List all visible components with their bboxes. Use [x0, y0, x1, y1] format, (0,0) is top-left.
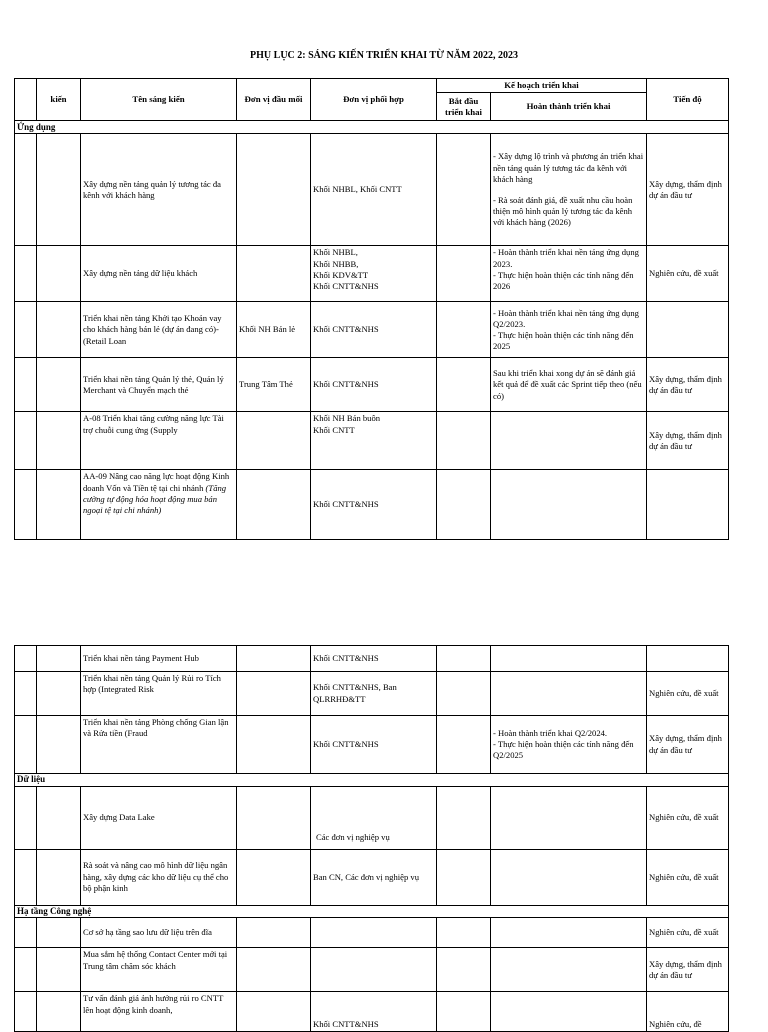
section-label: Hạ tầng Công nghệ: [15, 905, 729, 918]
finish-cell: [491, 849, 647, 905]
cell: [37, 918, 81, 948]
cell: [37, 948, 81, 992]
initiative-name: Cơ sở hạ tầng sao lưu dữ liệu trên đĩa: [81, 918, 237, 948]
lead-unit: [237, 992, 311, 1032]
cell: [37, 992, 81, 1032]
cell: [37, 716, 81, 774]
finish-cell: [491, 246, 647, 302]
finish-cell: [491, 992, 647, 1032]
initiative-name: Xây dựng nền tảng dữ liệu khách: [81, 246, 237, 302]
section-row: [15, 121, 729, 134]
lead-unit: [237, 412, 311, 470]
progress-status: Xây dựng, thẩm định dự án đầu tư: [647, 716, 729, 774]
progress-status: [647, 646, 729, 672]
cell: [37, 646, 81, 672]
finish-text: - Thực hiện hoàn thiện các tính năng đến 2026: [493, 269, 634, 291]
table-row: [15, 992, 729, 1032]
progress-status: Nghiên cứu, đề xuất: [647, 786, 729, 849]
start-cell: [437, 246, 491, 302]
progress-status: [647, 302, 729, 358]
header-start: Bắt đầu triển khai: [437, 93, 491, 121]
finish-text: Sau khi triển khai xong dự án sẽ đánh giá kết quả để đề xuất các Sprint tiếp theo (nếu có): [491, 358, 647, 412]
coord-unit: Các đơn vị nghiệp vụ: [311, 786, 437, 849]
cell: [37, 470, 81, 540]
finish-text: - Rà soát đánh giá, đề xuất nhu cầu hoàn thiện mô hình quản lý tương tác đa kênh với khách hàng (2026): [493, 194, 633, 228]
coord-unit: Khối CNTT&NHS: [311, 646, 437, 672]
lead-unit: [237, 948, 311, 992]
table-row: [15, 672, 729, 716]
initiative-name: Xây dựng nền tảng quản lý tương tác đa kênh với khách hàng: [81, 134, 237, 246]
initiatives-table-top: [14, 78, 729, 540]
cell: [15, 672, 37, 716]
finish-cell: [491, 918, 647, 948]
header-initiative: kiến: [37, 79, 81, 121]
start-cell: [437, 786, 491, 849]
table-row: [15, 786, 729, 849]
table-row: [15, 716, 729, 774]
table-row: [15, 948, 729, 992]
table-row: [15, 849, 729, 905]
section-row: [15, 774, 729, 787]
start-cell: [437, 302, 491, 358]
table-row: [15, 358, 729, 412]
start-cell: [437, 470, 491, 540]
lead-unit: [237, 672, 311, 716]
finish-cell: [491, 412, 647, 470]
header-progress: Tiến độ: [647, 79, 729, 121]
lead-unit: Khối NH Bán lẻ: [237, 302, 311, 358]
table-row: [15, 302, 729, 358]
cell: [15, 358, 37, 412]
initiative-name: Triển khai nền tảng Quản lý Rủi ro Tích hợp (Integrated Risk: [81, 672, 237, 716]
cell: [37, 849, 81, 905]
coord-line: Khối NHBB,: [313, 258, 359, 269]
header-finish: Hoàn thành triển khai: [491, 93, 647, 121]
finish-cell: [491, 134, 647, 246]
table-row: [15, 134, 729, 246]
initiative-name: A-08 Triển khai tăng cường năng lực Tài trợ chuỗi cung ứng (Supply: [81, 412, 237, 470]
cell: [15, 716, 37, 774]
finish-cell: [491, 302, 647, 358]
progress-status: Nghiên cứu, đề xuất: [647, 918, 729, 948]
initiative-name: Triển khai nền tảng Payment Hub: [81, 646, 237, 672]
coord-unit: [311, 918, 437, 948]
coord-line: Khối CNTT&NHS: [313, 280, 379, 291]
header-cell: [15, 79, 37, 121]
table-row: [15, 470, 729, 540]
finish-cell: [491, 470, 647, 540]
coord-unit: Khối CNTT&NHS: [311, 358, 437, 412]
coord-line: Khối NH Bán buôn: [313, 413, 381, 424]
coord-line: Khối NHBL,: [313, 247, 358, 258]
coord-unit: [311, 948, 437, 992]
header-name: Tên sáng kiến: [81, 79, 237, 121]
section-row: [15, 905, 729, 918]
start-cell: [437, 134, 491, 246]
start-cell: [437, 849, 491, 905]
coord-unit: Khối CNTT&NHS: [311, 302, 437, 358]
coord-unit: Khối CNTT&NHS: [311, 992, 437, 1032]
finish-text: - Hoàn thành triển khai Q2/2024.: [493, 727, 608, 738]
coord-line: Khối CNTT: [313, 424, 355, 435]
finish-text: - Xây dựng lộ trình và phương án triển khai nền tảng quản lý tương tác đa kênh với khách hàng: [493, 151, 644, 184]
cell: [15, 786, 37, 849]
cell: [37, 302, 81, 358]
section-label: Ứng dụng: [15, 121, 729, 134]
finish-text: - Hoàn thành triển khai nền tảng ứng dụng Q2/2023.: [493, 307, 639, 329]
finish-text: - Thực hiện hoàn thiện các tính năng đến Q2/2025: [493, 738, 634, 761]
cell: [15, 302, 37, 358]
lead-unit: [237, 849, 311, 905]
progress-status: Xây dựng, thẩm định dự án đầu tư: [647, 412, 729, 470]
progress-status: Nghiên cứu, đề xuất: [647, 246, 729, 302]
cell: [15, 646, 37, 672]
table-row: [15, 646, 729, 672]
start-cell: [437, 992, 491, 1032]
progress-status: Xây dựng, thẩm định dự án đầu tư: [647, 134, 729, 246]
lead-unit: [237, 786, 311, 849]
coord-unit: Ban CN, Các đơn vị nghiệp vụ: [311, 849, 437, 905]
finish-cell: [491, 786, 647, 849]
initiatives-table-bottom: [14, 645, 729, 1032]
lead-unit: [237, 246, 311, 302]
cell: [15, 992, 37, 1032]
start-cell: [437, 646, 491, 672]
cell: [37, 786, 81, 849]
initiative-name: Xây dựng Data Lake: [81, 786, 237, 849]
cell: [37, 358, 81, 412]
initiative-name-text: AA-09 Nâng cao năng lực hoạt động Kinh doanh Vốn và Tiền tệ tại chi nhánh: [83, 471, 230, 493]
cell: [15, 470, 37, 540]
cell: [15, 412, 37, 470]
cell: [37, 246, 81, 302]
finish-cell: [491, 948, 647, 992]
progress-status: Xây dựng, thẩm định dự án đầu tư: [647, 948, 729, 992]
cell: [15, 948, 37, 992]
coord-unit: Khối CNTT&NHS: [311, 470, 437, 540]
section-label: Dữ liệu: [15, 774, 729, 787]
lead-unit: [237, 470, 311, 540]
finish-cell: [491, 646, 647, 672]
header-coord-unit: Đơn vị phối hợp: [311, 79, 437, 121]
progress-status: Xây dựng, thẩm định dự án đầu tư: [647, 358, 729, 412]
progress-status: Nghiên cứu, đề xuất: [647, 672, 729, 716]
initiative-name: [81, 470, 237, 540]
finish-cell: [491, 672, 647, 716]
lead-unit: [237, 646, 311, 672]
coord-line: Khối KDV&TT: [313, 269, 369, 280]
header-row: [15, 79, 729, 93]
header-lead-unit: Đơn vị đầu mối: [237, 79, 311, 121]
cell: [15, 246, 37, 302]
cell: [15, 134, 37, 246]
cell: [15, 849, 37, 905]
table-row: [15, 918, 729, 948]
finish-text: - Thực hiện hoàn thiện các tính năng đến 2025: [493, 329, 634, 352]
table-row: [15, 246, 729, 302]
progress-status: Nghiên cứu, đề: [647, 992, 729, 1032]
initiative-name: Triển khai nền tảng Khởi tạo Khoản vay cho khách hàng bán lẻ (dự án đang có)- (Retail Loan: [81, 302, 237, 358]
coord-unit: Khối NHBL, Khối CNTT: [311, 134, 437, 246]
start-cell: [437, 716, 491, 774]
cell: [37, 134, 81, 246]
lead-unit: [237, 918, 311, 948]
coord-unit: [311, 246, 437, 302]
progress-status: [647, 470, 729, 540]
page-title: PHỤ LỤC 2: SÁNG KIẾN TRIỂN KHAI TỪ NĂM 2022, 2023: [250, 50, 518, 61]
initiative-name: Triển khai nền tảng Quản lý thẻ, Quản lý Merchant và Chuyển mạch thẻ: [81, 358, 237, 412]
start-cell: [437, 918, 491, 948]
initiative-name: Tư vấn đánh giá ảnh hưởng rủi ro CNTT lên hoạt động kinh doanh,: [81, 992, 237, 1032]
initiative-name: Mua sắm hệ thống Contact Center mới tại Trung tâm chăm sóc khách: [81, 948, 237, 992]
progress-status: Nghiên cứu, đề xuất: [647, 849, 729, 905]
start-cell: [437, 672, 491, 716]
cell: [37, 412, 81, 470]
cell: [37, 672, 81, 716]
header-plan: Kế hoạch triển khai: [437, 79, 647, 93]
initiative-name: Rà soát và nâng cao mô hình dữ liệu ngân hàng, xây dựng các kho dữ liệu cụ thể cho bộ phận kinh: [81, 849, 237, 905]
coord-unit: Khối CNTT&NHS, Ban QLRRHĐ&TT: [311, 672, 437, 716]
lead-unit: [237, 716, 311, 774]
lead-unit: Trung Tâm Thẻ: [237, 358, 311, 412]
finish-text: - Hoàn thành triển khai nền tảng ứng dụng 2023.: [493, 247, 639, 269]
initiative-name-note: (Tăng cường tự động hóa hoạt động mua bán ngoại tệ tại chi nhánh): [83, 482, 227, 515]
coord-unit: [311, 412, 437, 470]
initiative-name: Triển khai nền tảng Phòng chống Gian lận và Rửa tiền (Fraud: [81, 716, 237, 774]
lead-unit: [237, 134, 311, 246]
finish-cell: [491, 716, 647, 774]
start-cell: [437, 412, 491, 470]
start-cell: [437, 948, 491, 992]
coord-unit: Khối CNTT&NHS: [311, 716, 437, 774]
table-row: [15, 412, 729, 470]
cell: [15, 918, 37, 948]
start-cell: [437, 358, 491, 412]
